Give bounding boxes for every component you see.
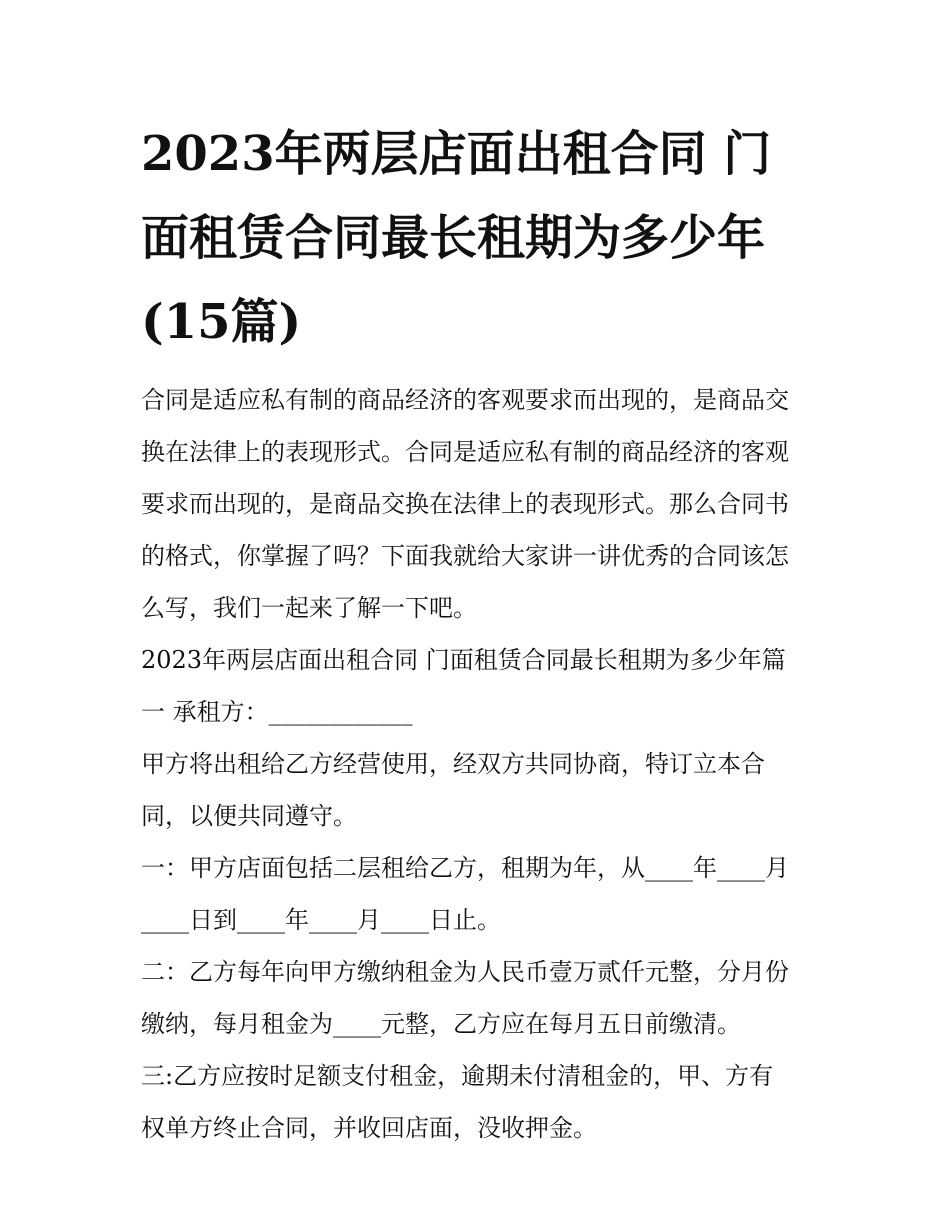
text-line: 要求而出现的，是商品交换在法律上的表现形式。那么合同书 xyxy=(141,490,789,518)
clause-line: 权单方终止合同，并收回店面，没收押金。 xyxy=(141,1114,597,1142)
text-line: 甲方将出租给乙方经营使用，经双方共同协商，特订立本合 xyxy=(141,750,765,778)
clause-line: 二：乙方每年向甲方缴纳租金为人民币壹万贰仟元整，分月份 xyxy=(141,958,789,986)
clause-line: 缴纳，每月租金为____元整，乙方应在每月五日前缴清。 xyxy=(141,1010,741,1038)
text-line: 的格式，你掌握了吗？下面我就给大家讲一讲优秀的合同该怎 xyxy=(141,542,789,570)
text-line: 同，以便共同遵守。 xyxy=(141,802,357,830)
title-line: (15篇) xyxy=(141,294,302,350)
title-line: 面租赁合同最长租期为多少年 xyxy=(141,210,766,266)
section-heading: 2023年两层店面出租合同 门面租赁合同最长租期为多少年篇 xyxy=(141,646,786,674)
text-line: 合同是适应私有制的商品经济的客观要求而出现的，是商品交 xyxy=(141,386,789,414)
clause-line: 一：甲方店面包括二层租给乙方，租期为年，从____年____月 xyxy=(141,854,789,882)
clause-line: ____日到____年____月____日止。 xyxy=(141,906,501,934)
text-line: 一 承租方：____________ xyxy=(141,698,413,726)
text-line: 换在法律上的表现形式。合同是适应私有制的商品经济的客观 xyxy=(141,438,789,466)
intro-paragraph xyxy=(141,374,821,634)
document-page xyxy=(141,112,821,1154)
clause-line: 三:乙方应按时足额支付租金，逾期未付清租金的，甲、方有 xyxy=(141,1062,774,1090)
document-title xyxy=(141,112,821,364)
contract-body xyxy=(141,634,821,1154)
text-line: 么写，我们一起来了解一下吧。 xyxy=(141,594,477,622)
title-line: 2023年两层店面出租合同 门 xyxy=(141,126,772,182)
